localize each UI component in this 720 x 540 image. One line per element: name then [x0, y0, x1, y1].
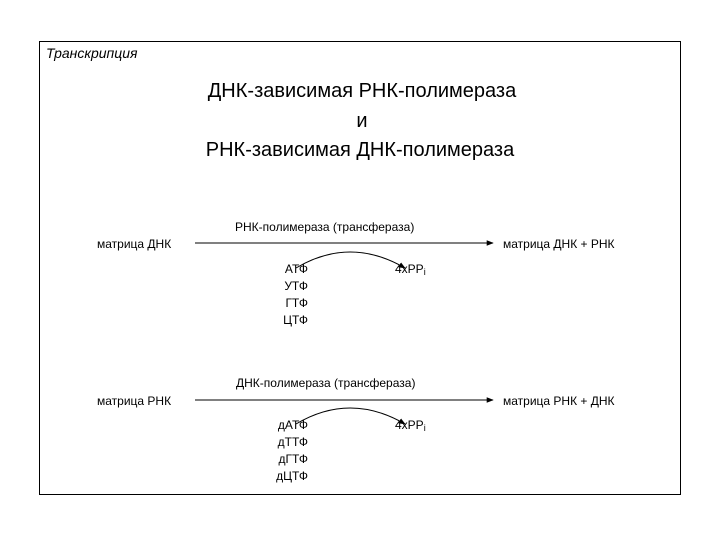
byproduct-subscript: i — [423, 267, 426, 277]
reaction-2-nucleotides — [248, 417, 308, 485]
reaction-1-byproduct — [395, 262, 426, 277]
nucleotide: ГТФ — [285, 296, 308, 310]
reaction-2-substrate: матрица РНК — [97, 394, 172, 408]
nucleotide: дЦТФ — [276, 469, 308, 483]
nucleotide: УТФ — [284, 279, 308, 293]
reaction-1-enzyme: РНК-полимераза (трансфераза) — [235, 220, 415, 234]
title-line-1: ДНК-зависимая РНК-полимераза — [207, 80, 517, 102]
reaction-1-curved-arrow — [296, 252, 405, 268]
nucleotide: АТФ — [284, 262, 308, 276]
reaction-1-substrate: матрица ДНК — [97, 237, 172, 251]
reaction-2-curved-arrow — [296, 408, 405, 424]
reaction-2-byproduct — [395, 418, 426, 433]
nucleotide: дТТФ — [277, 435, 308, 449]
title-line-3: РНК-зависимая ДНК-полимераза — [205, 139, 515, 161]
nucleotide: дАТФ — [277, 418, 308, 432]
reaction-1-nucleotides — [248, 261, 308, 329]
section-label: Транскрипция — [46, 45, 138, 61]
nucleotide: дГТФ — [278, 452, 308, 466]
title-line-2: и — [356, 110, 368, 132]
byproduct-subscript: i — [423, 423, 426, 433]
byproduct-text: 4хРР — [395, 262, 424, 276]
nucleotide: ЦТФ — [283, 313, 308, 327]
reaction-2-enzyme: ДНК-полимераза (трансфераза) — [236, 376, 416, 390]
reaction-1-product: матрица ДНК + РНК — [503, 237, 615, 251]
byproduct-text: 4хРР — [395, 418, 424, 432]
reaction-2-product: матрица РНК + ДНК — [503, 394, 615, 408]
